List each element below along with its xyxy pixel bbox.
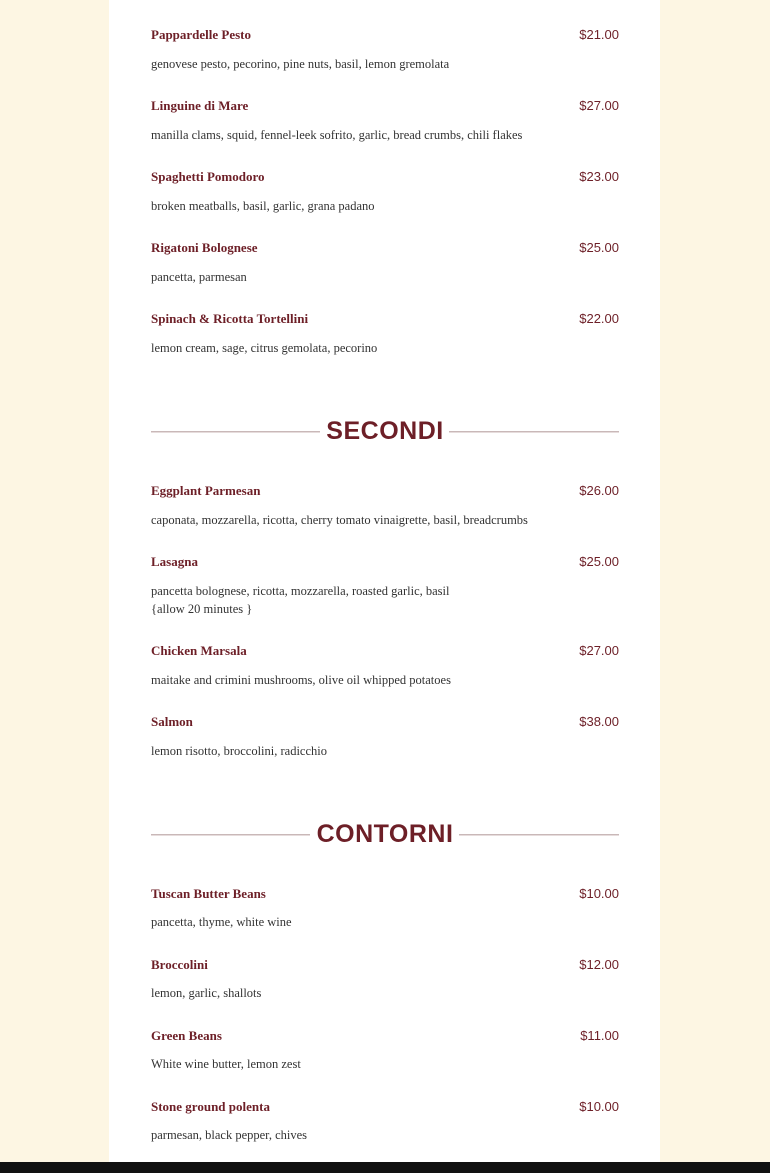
menu-item-description: caponata, mozzarella, ricotta, cherry tomato vinaigrette, basil, breadcrumbs bbox=[151, 513, 528, 527]
menu-item-description: pancetta, thyme, white wine bbox=[151, 915, 292, 929]
menu-item-description: lemon, garlic, shallots bbox=[151, 986, 262, 1000]
menu-item-description: pancetta, parmesan bbox=[151, 270, 247, 284]
menu-item-name: Lasagna bbox=[151, 554, 198, 569]
menu-item-price: $26.00 bbox=[579, 483, 619, 498]
menu-item-price: $11.00 bbox=[580, 1028, 619, 1043]
menu-item-price: $12.00 bbox=[579, 957, 619, 972]
section-heading-secondi bbox=[151, 416, 619, 446]
section-title: SECONDI bbox=[326, 417, 444, 445]
menu-item-price: $27.00 bbox=[579, 643, 619, 658]
bottom-bar bbox=[0, 1162, 770, 1173]
menu-item-description: pancetta bolognese, ricotta, mozzarella, roasted garlic, basil bbox=[151, 584, 450, 598]
menu-item-name: Chicken Marsala bbox=[151, 643, 247, 658]
menu-item-description: lemon cream, sage, citrus gemolata, pecorino bbox=[151, 341, 378, 355]
menu-item-description: lemon risotto, broccolini, radicchio bbox=[151, 744, 327, 758]
section-heading-contorni bbox=[151, 819, 619, 849]
menu-item-price: $10.00 bbox=[579, 1099, 619, 1114]
menu-item-name: Pappardelle Pesto bbox=[151, 27, 252, 42]
menu-item-note: {allow 20 minutes } bbox=[151, 602, 253, 616]
menu-item-price: $27.00 bbox=[579, 98, 619, 113]
menu-item-price: $21.00 bbox=[579, 27, 619, 42]
menu-item-description: manilla clams, squid, fennel-leek sofrito, garlic, bread crumbs, chili flakes bbox=[151, 128, 523, 142]
cut-off-section-heading bbox=[151, 0, 381, 3]
menu-item-price: $23.00 bbox=[579, 169, 619, 184]
menu-item-price: $10.00 bbox=[579, 886, 619, 901]
menu-item-description: parmesan, black pepper, chives bbox=[151, 1128, 308, 1142]
menu-item-name: Tuscan Butter Beans bbox=[151, 886, 266, 901]
menu-item-price: $25.00 bbox=[579, 554, 619, 569]
menu-item-name: Broccolini bbox=[151, 957, 208, 972]
menu-item-description: maitake and crimini mushrooms, olive oil whipped potatoes bbox=[151, 673, 451, 687]
menu-item-name: Stone ground polenta bbox=[151, 1099, 270, 1114]
menu-item-name: Linguine di Mare bbox=[151, 98, 249, 113]
menu-item-name: Salmon bbox=[151, 714, 193, 729]
menu-item-description: genovese pesto, pecorino, pine nuts, basil, lemon gremolata bbox=[151, 57, 450, 71]
menu-item-price: $38.00 bbox=[579, 714, 619, 729]
menu-item-name: Spaghetti Pomodoro bbox=[151, 169, 265, 184]
menu-item-price: $25.00 bbox=[579, 240, 619, 255]
menu-item-name: Eggplant Parmesan bbox=[151, 483, 261, 498]
menu-item-description: White wine butter, lemon zest bbox=[151, 1057, 301, 1071]
section-title: CONTORNI bbox=[316, 820, 454, 848]
menu-item-name: Rigatoni Bolognese bbox=[151, 240, 258, 255]
menu-item-price: $22.00 bbox=[579, 311, 619, 326]
menu-item-name: Spinach & Ricotta Tortellini bbox=[151, 311, 309, 326]
menu-item-description: broken meatballs, basil, garlic, grana padano bbox=[151, 199, 375, 213]
menu-item-name: Green Beans bbox=[151, 1028, 222, 1043]
